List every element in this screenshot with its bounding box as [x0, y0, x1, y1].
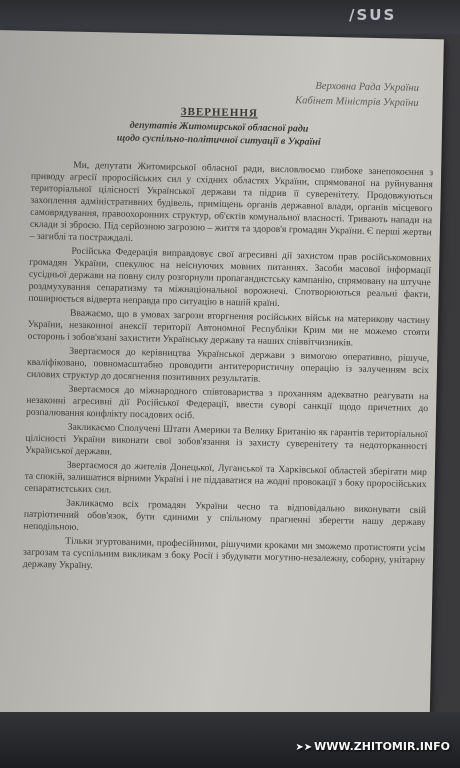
paragraph: Закликаємо всіх громадян України чесно та відповідально виконувати свій патріотичний обов'язок, бути єдиними у спільному прагненні зберегти нашу державу неподільною. [23, 497, 427, 533]
paragraph: Ми, депутати Житомирської обласної ради, висловлюємо глибоке занепокоєння з приводу агресії проросійських сил у східних областях України, спрямованої на руйнування територіальної цілісності Української держави та підрив її суверенітету. Продовжуються захоплення адміністративних будівель, приміщень органів державної влади, органів місцевого самоврядування, правоохоронних структур, об'єктів комунальної власності. Тривають напади на склади зі зброєю. Під серйозною загрозою – життя та здоров'я громадян України. Є перші жертви – загиблі та постраждалі. [29, 159, 434, 244]
device-logo: /SUS [349, 6, 397, 24]
addressee-line: Кабінет Міністрів України [295, 95, 419, 109]
paragraph: Звертаємося до керівництва Української держави з вимогою оперативно, рішуче, кваліфіковано, повномасштабно проводити антитерористичну операцію із залученням всіх силових структур до досягнення позитивних результатів. [26, 345, 430, 385]
paragraph: Звертаємося до жителів Донецької, Луганської та Харківської областей зберігати мир та спокій, залишатися вірними Україні і не піддаватися на жодні провокації з боку проросійських сепаратистських сил. [24, 459, 427, 496]
paragraph: Звертаємося до міжнародного співтовариства з проханням адекватно реагувати на незаконні агресивні дії Російської Федерації, ввести суворі санкції щодо причетних до розпалювання конфлікту посадових осіб. [25, 383, 429, 422]
paragraph: Вважаємо, що в умовах загрози вторгнення російських військ на материкову частину України, незаконної анексії території Автономної Республіки Крим ми не можемо стояти осторонь і зобов'язані захистити Українську державу та наших співвітчизників. [27, 307, 431, 349]
paragraph: Російська Федерація виправдовує свої агресивні дії захистом прав російськомовних громадян України, спекулює на неіснуючих мовних питаннях. Засоби масової інформації сусідньої держави на повну силу розгорнули пропагандистську кампанію, спрямовану на штучне роздмухування сепаратизму та міжнаціональної ворожнечі. Спотворюються реальні факти, поширюється відверта неправда про ситуацію в нашій країні. [28, 245, 432, 310]
watermark [295, 740, 450, 753]
document-page [0, 30, 444, 721]
document-body [23, 159, 434, 581]
watermark-text: WWW.ZHITOMIR.INFO [314, 740, 450, 753]
arrows-icon: ➤➤ [295, 742, 313, 753]
document-title: ЗВЕРНЕННЯ [180, 105, 259, 120]
paragraph: Закликаємо Сполучені Штати Америки та Велику Британію як гарантів територіальної цілісності України виконати свої зобов'язання із захисту суверенітету та недоторканності Української держави. [25, 421, 428, 458]
paragraph: Тільки згуртованими, професійними, рішучими кроками ми зможемо протистояти усім загрозам та суспільним викликам з боку Росії і збудувати могутню-незалежну, соборну, унітарну державу Україну. [22, 535, 426, 572]
document-subtitle: щодо суспільно-політичної ситуації в Україні [116, 132, 321, 148]
title-block [4, 100, 435, 151]
document-subtitle: депутатів Житомирської обласної ради [129, 119, 309, 135]
addressee-line: Верховна Рада України [315, 80, 419, 94]
